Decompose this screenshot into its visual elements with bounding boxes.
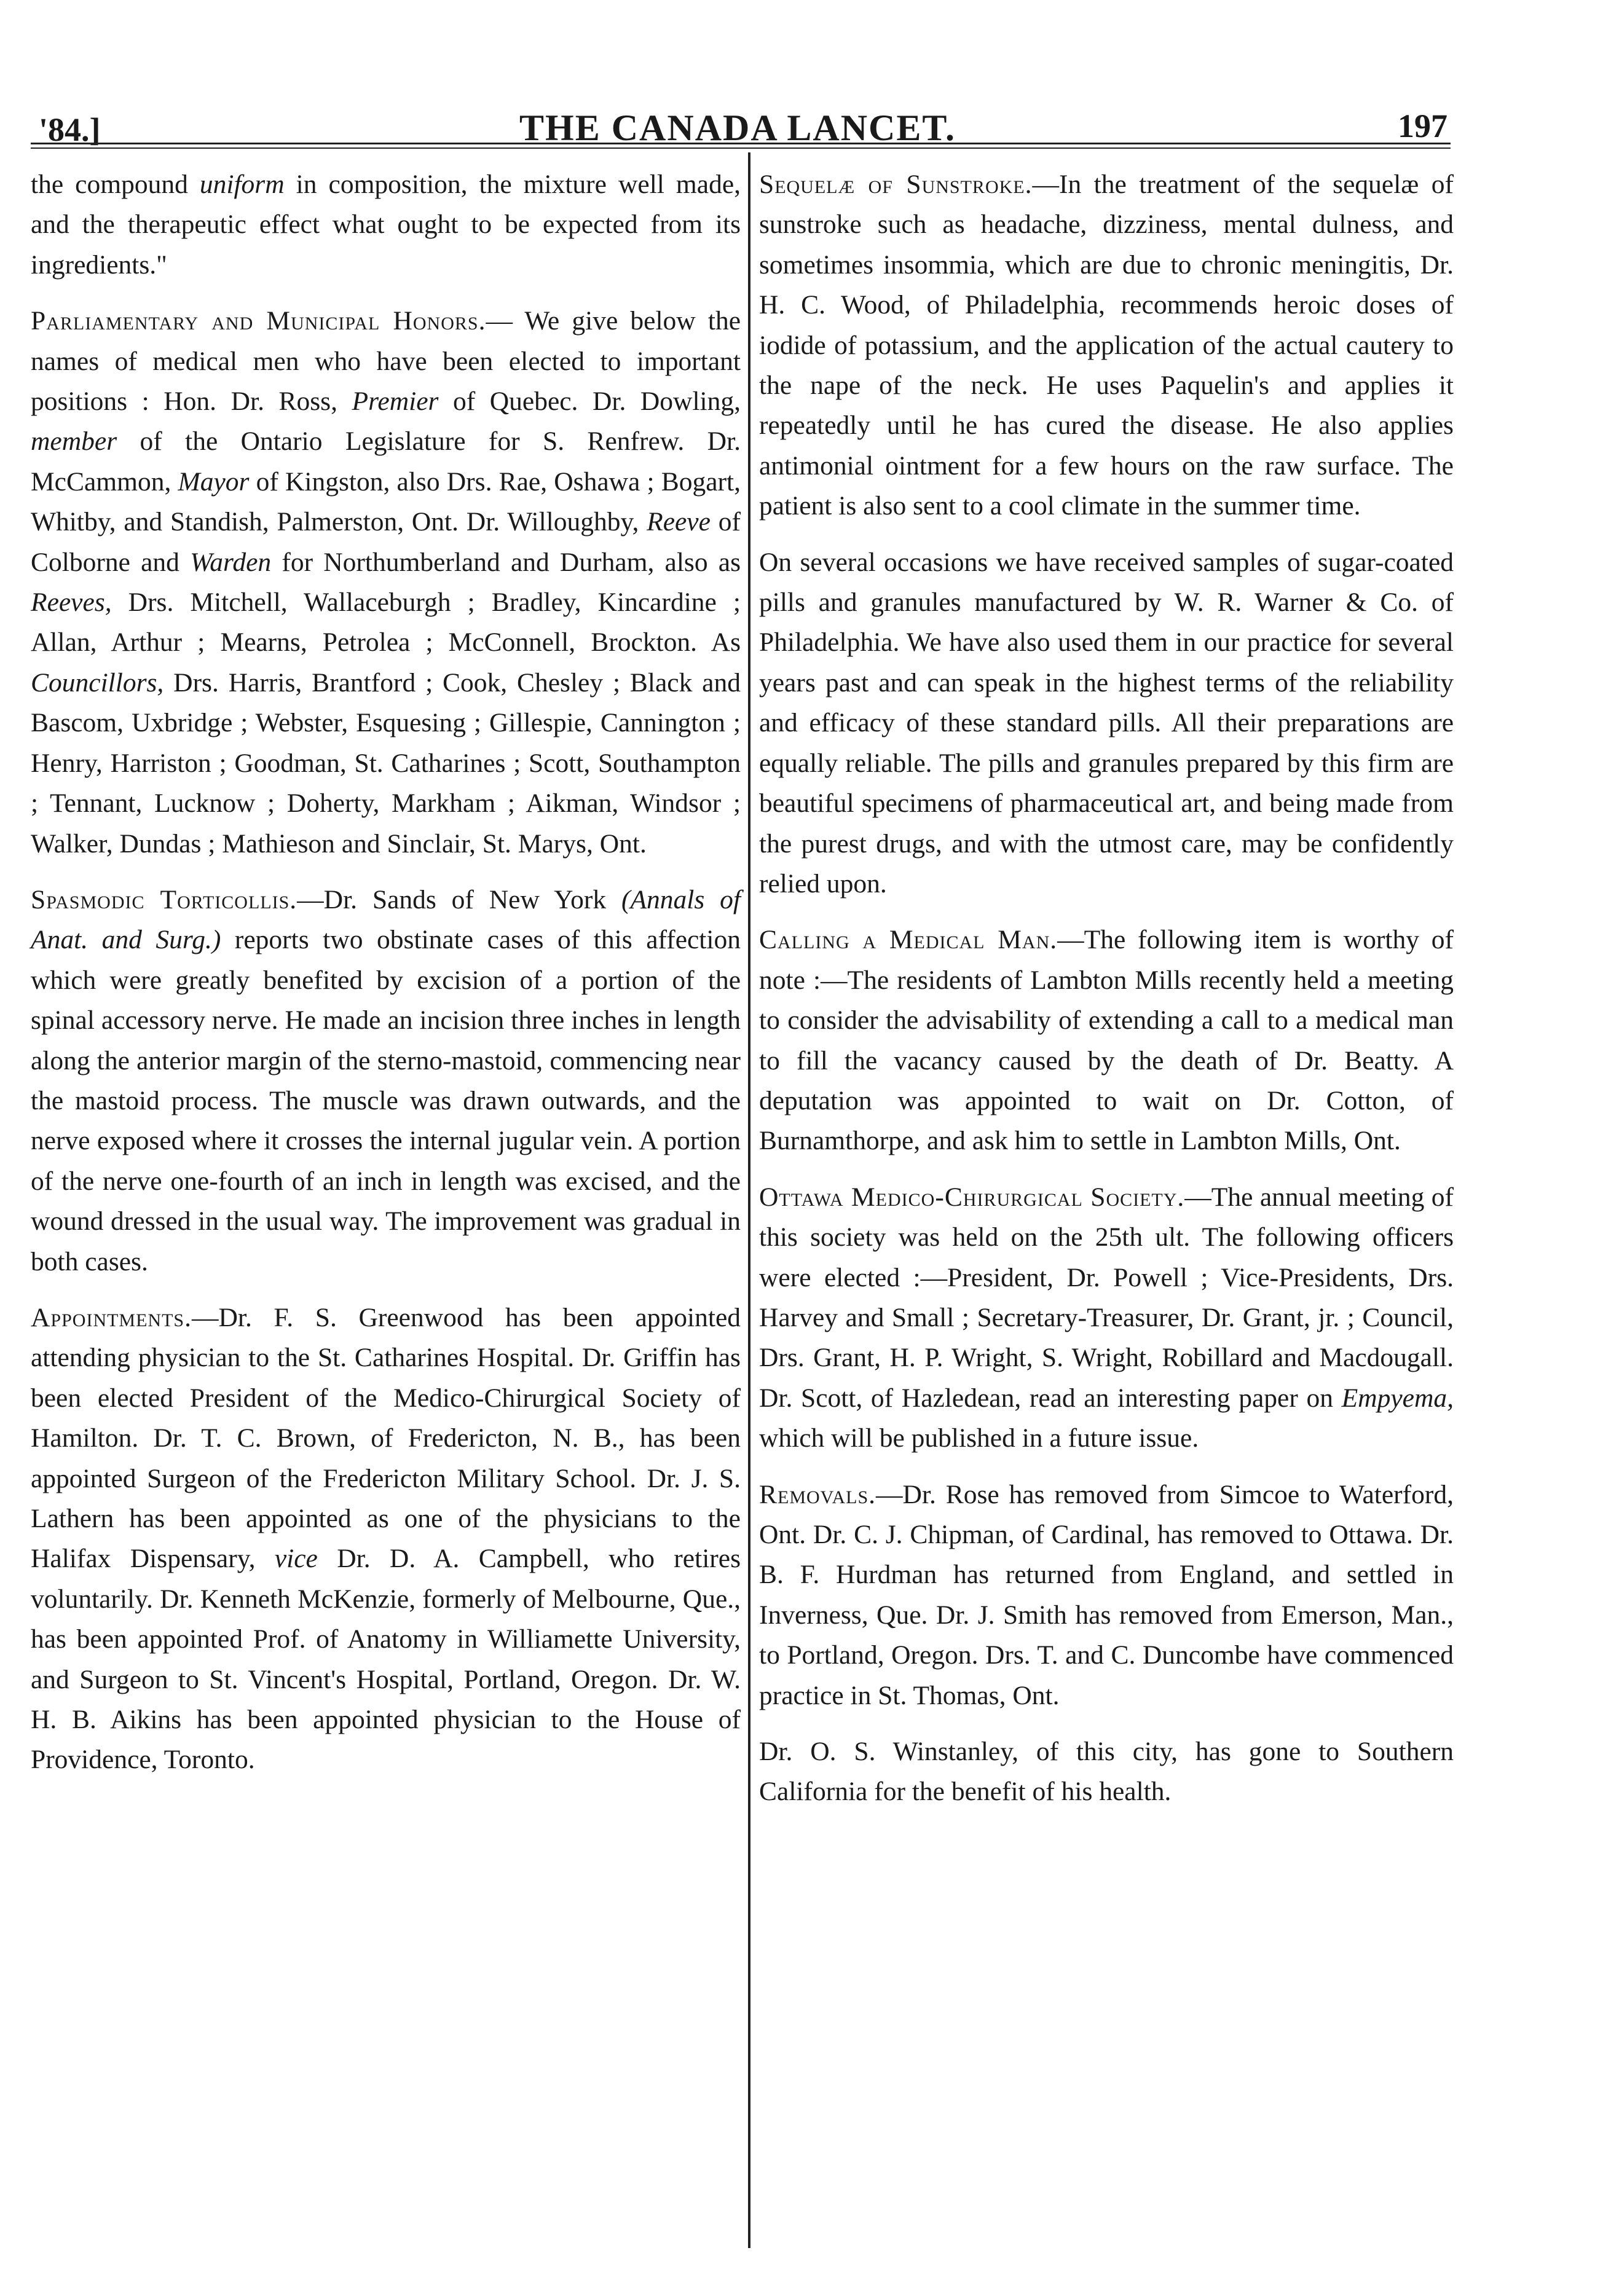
section-heading: Parliamentary and Municipal Honors. <box>31 306 486 336</box>
paragraph-compound-uniform: the compound uniform in composition, the mixture well made, and the therapeutic effect what ought to be expected from its ingredients." <box>31 170 741 280</box>
header-rule <box>31 143 1451 144</box>
section-heading: Ottawa Medico-Chirurgical Society. <box>759 1182 1185 1212</box>
section-heading: Sequelæ of Sunstroke. <box>759 170 1033 199</box>
paragraph-warner-pills: On several occasions we have received samples of sugar-coated pills and granules manufactured by W. R. Warner & Co. of Philadelphia. We have also used them in our practice for several years past and can speak in the highest terms of the reliability and efficacy of these standard pills. All their preparations are equally reliable. The pills and granules prepared by this firm are beautiful specimens of pharmaceutical art, and being made from the purest drugs, and with the utmost care, may be confidently relied upon. <box>759 547 1454 898</box>
page-number: 197 <box>1398 108 1447 144</box>
header-year: '84.] <box>39 111 101 148</box>
paragraph-calling-medical-man: Calling a Medical Man.—The following item is worthy of note :—The residents of Lambton Mills recently held a meeting to consider the advisability of extending a call to a medical man to fill the vacancy caused by the death of Dr. Beatty. A deputation was appointed to wait on Dr. Cotton, of Burnamthorpe, and ask him to settle in Lambton Mills, Ont. <box>759 925 1454 1156</box>
paragraph-appointments: Appointments.—Dr. F. S. Greenwood has been appointed attending physician to the St. Catharines Hospital. Dr. Griffin has been elected President of the Medico-Chirurgical Society of Hamilton. Dr. T. C. Brown, of Fredericton, N. B., has been appointed Surgeon of the Fredericton Military School. Dr. J. S. Lathern has been appointed as one of the physicians to the Halifax Dispensary, vice Dr. D. A. Campbell, who retires voluntarily. Dr. Kenneth McKenzie, formerly of Melbourne, Que., has been appointed Prof. of Anatomy in Williamette University, and Surgeon to St. Vincent's Hospital, Portland, Oregon. Dr. W. H. B. Aikins has been appointed physician to the House of Providence, Toronto. <box>31 1302 741 1775</box>
column-divider <box>748 152 750 2248</box>
section-heading: Calling a Medical Man. <box>759 925 1058 955</box>
journal-title: THE CANADA LANCET. <box>519 108 956 148</box>
paragraph-removals: Removals.—Dr. Rose has removed from Simcoe to Waterford, Ont. Dr. C. J. Chipman, of Cardinal, has removed to Ottawa. Dr. B. F. Hurdman has returned from England, and settled in Inverness, Que. Dr. J. Smith has removed from Emerson, Man., to Portland, Oregon. Drs. T. and C. Duncombe have commenced practice in St. Thomas, Ont. <box>759 1479 1454 1710</box>
running-header <box>28 92 1447 148</box>
section-heading: Spasmodic Torticollis. <box>31 884 297 914</box>
section-heading: Appointments. <box>31 1302 192 1332</box>
header-rule-thin <box>31 147 1451 149</box>
paragraph-sequelae-sunstroke: Sequelæ of Sunstroke.—In the treatment of the sequelæ of sunstroke such as headache, dizziness, mental dulness, and sometimes insommia, which are due to chronic meningitis, Dr. H. C. Wood, of Philadelphia, recommends heroic doses of iodide of potassium, and the application of the actual cautery to the nape of the neck. He uses Paquelin's and applies it repeatedly until he has cured the disease. He also applies antimonial ointment for a few hours on the raw surface. The patient is also sent to a cool climate in the summer time. <box>759 170 1454 521</box>
right-column <box>759 165 1454 1828</box>
paragraph-ottawa-society: Ottawa Medico-Chirurgical Society.—The annual meeting of this society was held on the 25th ult. The following officers were elected :—President, Dr. Powell ; Vice-Presidents, Drs. Harvey and Small ; Secretary-Treasurer, Dr. Grant, jr. ; Council, Drs. Grant, H. P. Wright, S. Wright, Robillard and Macdougall. Dr. Scott, of Hazledean, read an interesting paper on Empyema, which will be published in a future issue. <box>759 1182 1454 1453</box>
paragraph-parliamentary-honors: Parliamentary and Municipal Honors.— We give below the names of medical men who have been elected to important positions : Hon. Dr. Ross, Premier of Quebec. Dr. Dowling, member of the Ontario Legislature for S. Renfrew. Dr. McCammon, Mayor of Kingston, also Drs. Rae, Oshawa ; Bogart, Whitby, and Standish, Palmerston, Ont. Dr. Willoughby, Reeve of Colborne and Warden for Northumberland and Durham, also as Reeves, Drs. Mitchell, Wallaceburgh ; Bradley, Kincardine ; Allan, Arthur ; Mearns, Petrolea ; McConnell, Brockton. As Councillors, Drs. Harris, Brantford ; Cook, Chesley ; Black and Bascom, Uxbridge ; Webster, Esquesing ; Gillespie, Cannington ; Henry, Harriston ; Goodman, St. Catharines ; Scott, Southampton ; Tennant, Lucknow ; Doherty, Markham ; Aikman, Windsor ; Walker, Dundas ; Mathieson and Sinclair, St. Marys, Ont. <box>31 306 741 859</box>
section-heading: Removals. <box>759 1479 876 1509</box>
paragraph-spasmodic-torticollis: Spasmodic Torticollis.—Dr. Sands of New York (Annals of Anat. and Surg.) reports two obstinate cases of this affection which were greatly benefited by excision of a portion of the spinal accessory nerve. He made an incision three inches in length along the anterior margin of the sterno-mastoid, commencing near the mastoid process. The muscle was drawn outwards, and the nerve exposed where it crosses the internal jugular vein. A portion of the nerve one-fourth of an inch in length was excised, and the wound dressed in the usual way. The improvement was gradual in both cases. <box>31 884 741 1276</box>
left-column <box>31 165 741 1796</box>
paragraph-winstanley: Dr. O. S. Winstanley, of this city, has gone to Southern California for the benefit of his health. <box>759 1737 1454 1807</box>
